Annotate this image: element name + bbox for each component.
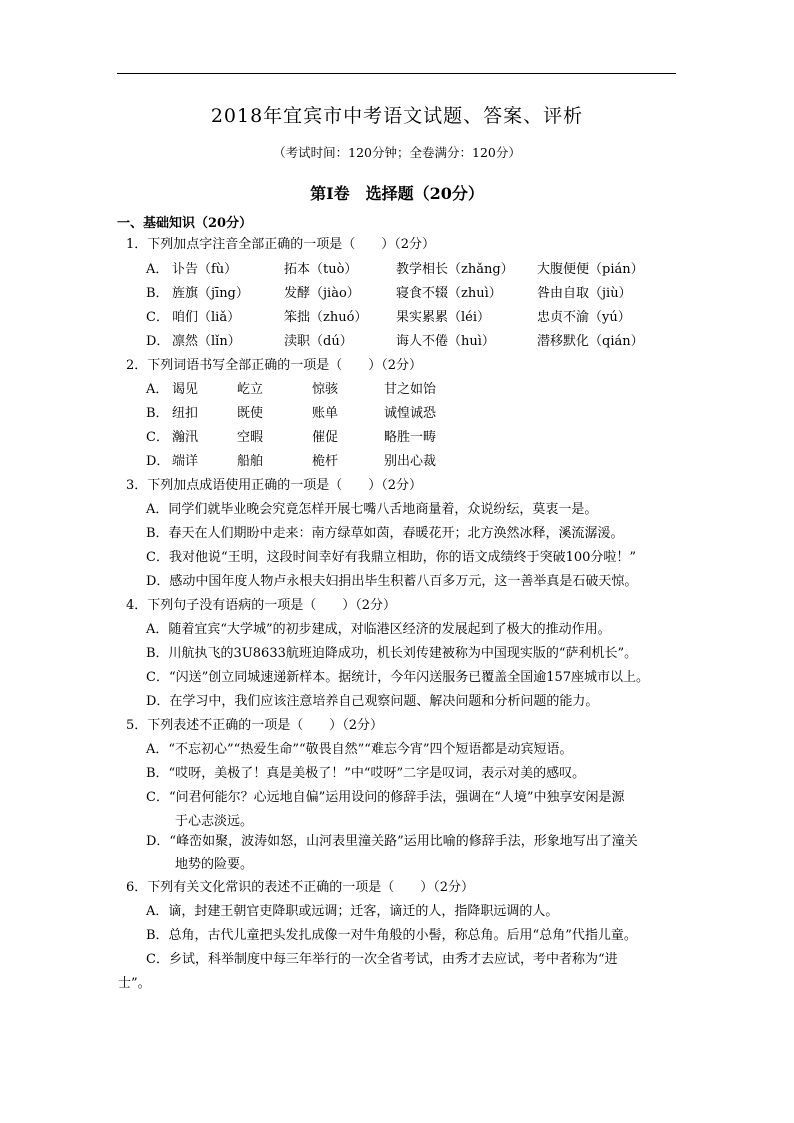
question-3-option-b: B．春天在人们期盼中走来：南方绿草如茵，春暖花开；北方涣然冰释，溪流潺湲。 <box>146 526 624 541</box>
option-item: 诲人不倦（huì） <box>396 334 495 349</box>
question-4-option-a: A．随着宜宾“大学城”的初步建成，对临港区经济的发展起到了极大的推动作用。 <box>146 622 611 637</box>
question-5-option-d: D．“峰峦如聚，波涛如怒，山河表里潼关路”运用比喻的修辞手法，形象地写出了潼关 <box>146 834 638 849</box>
option-item: 略胜一畴 <box>384 430 437 445</box>
question-2-stem: 2．下列词语书写全部正确的一项是（ ）（2分） <box>126 358 423 373</box>
option-item: 旌旗（jīng） <box>172 286 249 301</box>
option-item: 忠贞不渝（yú） <box>537 310 631 325</box>
section-heading: 一、基础知识（20分） <box>117 216 253 231</box>
question-6-option-b: B．总角，古代儿童把头发扎成像一对牛角般的小髻，称总角。后用“总角”代指儿童。 <box>146 928 637 943</box>
option-item: 诚惶诚恐 <box>384 406 437 421</box>
option-item: 纽扣 <box>172 406 199 421</box>
option-label: D． <box>146 334 170 349</box>
option-label: A． <box>146 262 169 277</box>
option-item: 甘之如饴 <box>384 382 437 397</box>
question-2-option-b <box>146 406 436 422</box>
question-1-stem: 1．下列加点字注音全部正确的一项是（ ）（2分） <box>126 237 436 252</box>
option-item: 桅杆 <box>312 454 339 469</box>
question-5-option-c: C．“问君何能尔？心远地自偏”运用设问的修辞手法，强调在“人境”中独享安闲是源 <box>146 790 625 805</box>
option-item: 船舶 <box>237 454 264 469</box>
question-1-option-c <box>146 310 631 326</box>
question-6-option-a: A．谪，封建王朝官吏降职或远调；迁客，谪迁的人，指降职远调的人。 <box>146 904 559 919</box>
document-title: 2018年宜宾市中考语文试题、答案、评析 <box>210 105 584 127</box>
option-item: 拓本（tuò） <box>284 262 358 277</box>
option-item: 账单 <box>312 406 339 421</box>
question-5-stem: 5．下列表述不正确的一项是（ ）（2分） <box>126 718 384 733</box>
option-item: 瀚汛 <box>172 430 199 445</box>
option-label: D． <box>146 454 170 469</box>
question-4-option-b: B．川航执飞的3U8633航班迫降成功，机长刘传建被称为中国现实版的“萨利机长”。 <box>146 646 638 661</box>
option-item: 空暇 <box>237 430 264 445</box>
option-item: 谒见 <box>172 382 199 397</box>
question-4-stem: 4．下列句子没有语病的一项是（ ）（2分） <box>126 598 397 613</box>
question-4-option-c: C．“闪送”创立同城速递新样本。据统计，今年闪送服务已覆盖全国逾157座城市以上。 <box>146 670 650 685</box>
option-label: B． <box>146 406 169 421</box>
option-item: 惊骇 <box>312 382 339 397</box>
option-item: 屹立 <box>237 382 264 397</box>
option-item: 大腹便便（pián） <box>537 262 644 277</box>
option-item: 渎职（dú） <box>284 334 353 349</box>
part-title: 第Ⅰ卷 选择题（20分） <box>310 184 484 203</box>
question-5-option-b: B．“哎呀，美极了！真是美极了！”中“哎呀”二字是叹词，表示对美的感叹。 <box>146 766 586 781</box>
question-1-option-a <box>146 262 644 278</box>
question-5-option-a: A．“不忘初心”“热爱生命”“敬畏自然”“难忘今宵”四个短语都是动宾短语。 <box>146 742 573 757</box>
option-item: 发酵（jiào） <box>284 286 360 301</box>
question-2-option-d <box>146 454 436 470</box>
option-label: C． <box>146 310 169 325</box>
option-item: 讣告（fù） <box>172 262 238 277</box>
option-item: 果实累累（léi） <box>396 310 491 325</box>
question-2-option-a <box>146 382 436 398</box>
option-label: A． <box>146 382 169 397</box>
question-1-option-b <box>146 286 632 302</box>
question-1-option-d <box>146 334 644 350</box>
option-label: C． <box>146 430 169 445</box>
option-item: 潜移默化（qián） <box>537 334 644 349</box>
option-item: 凛然（lǐn） <box>172 334 241 349</box>
question-6-stem: 6．下列有关文化常识的表述不正确的一项是（ ）（2分） <box>126 880 475 895</box>
exam-info: （考试时间：120分钟；全卷满分：120分） <box>273 145 521 160</box>
question-5-option-c-continued: 于心志淡远。 <box>175 814 254 829</box>
option-item: 寝食不辍（zhuì） <box>396 286 502 301</box>
option-item: 既使 <box>237 406 264 421</box>
option-item: 笨拙（zhuó） <box>284 310 368 325</box>
header-rule <box>117 73 676 74</box>
option-item: 咱们（liǎ） <box>172 310 241 325</box>
question-6-option-c-continued: 士”。 <box>118 976 151 991</box>
option-item: 咎由自取（jiù） <box>537 286 632 301</box>
question-6-option-c: C．乡试，科举制度中每三年举行的一次全省考试，由秀才去应试，考中者称为“进 <box>146 952 618 967</box>
option-item: 别出心裁 <box>384 454 437 469</box>
question-3-option-c: C．我对他说“王明，这段时间幸好有我鼎立相助，你的语文成绩终于突破100分啦！” <box>146 550 637 565</box>
question-5-option-d-continued: 地势的险要。 <box>175 857 254 872</box>
question-3-stem: 3．下列加点成语使用正确的一项是（ ）（2分） <box>126 478 423 493</box>
question-2-option-c <box>146 430 436 446</box>
question-3-option-d: D．感动中国年度人物卢永根夫妇捐出毕生积蓄八百多万元，这一善举真是石破天惊。 <box>146 574 638 589</box>
option-label: B． <box>146 286 169 301</box>
option-item: 端详 <box>172 454 199 469</box>
question-4-option-d: D．在学习中，我们应该注意培养自己观察问题、解决问题和分析问题的能力。 <box>146 694 599 709</box>
option-item: 教学相长（zhǎng） <box>396 262 514 277</box>
question-3-option-a: A．同学们就毕业晚会究竟怎样开展七嘴八舌地商量着，众说纷纭，莫衷一是。 <box>146 502 598 517</box>
option-item: 催促 <box>312 430 339 445</box>
